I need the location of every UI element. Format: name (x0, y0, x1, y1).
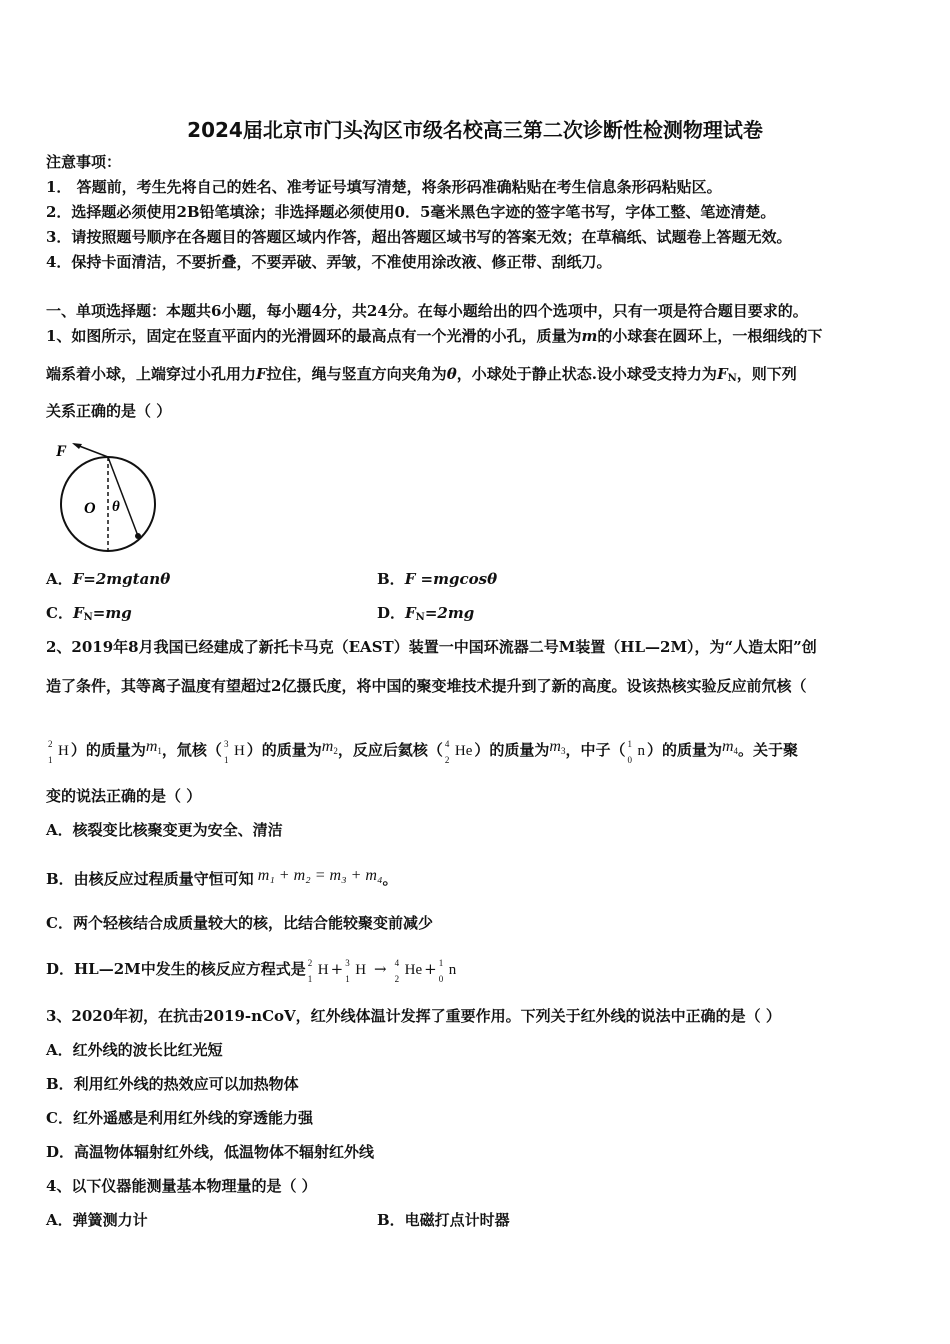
q4-stem: 4、以下仪器能测量基本物理量的是（ ） (46, 1177, 317, 1195)
force-label: F (56, 443, 67, 460)
q1-option-a[interactable]: A．F=2mgtanθ (46, 570, 171, 588)
q2-line-4: 变的说法正确的是（ ） (46, 787, 202, 805)
q2-line-2: 造了条件，其等离子温度有望超过2亿摄氏度，将中国的聚变堆技术提升到了新的高度。设该热核实验反应前氘核（ (46, 677, 807, 695)
deuteron-symbol: 2 1 H (48, 739, 69, 765)
q2-line-1: 2、2019年8月我国已经建成了新托卡马克（EAST）装置一中国环流器二号M装置（HL—2M），为“人造太阳”创 (46, 638, 817, 656)
q1-line-2: 端系着小球，上端穿过小孔用力F拉住，绳与竖直方向夹角为θ，小球处于静止状态.设小球受支持力为$F_N$，则下列 (46, 365, 797, 384)
q2-option-b[interactable]: B．由核反应过程质量守恒可知 m₁ + m₂ = m₃ + m₄。 (46, 867, 398, 888)
page-title: 2024届北京市门头沟区市级名校高三第二次诊断性检测物理试卷 (187, 118, 763, 142)
q1-option-c[interactable]: C．$F_N=mg$ (46, 604, 132, 623)
q3-option-a[interactable]: A．红外线的波长比红光短 (46, 1041, 223, 1059)
notice-item-2: 2．选择题必须使用2B铅笔填涂；非选择题必须使用0．5毫米黑色字迹的签字笔书写，字体工整、笔迹清楚。 (46, 203, 776, 221)
q4-option-b[interactable]: B．电磁打点计时器 (377, 1211, 510, 1229)
q3-option-b[interactable]: B．利用红外线的热效应可以加热物体 (46, 1075, 299, 1093)
triton-symbol: 3 1 H (223, 739, 245, 765)
notice-heading: 注意事项： (46, 153, 122, 171)
ring-figure (52, 438, 162, 556)
q2-line-3: 2 1 H ）的质量为m1，氚核（ 3 1 H ）的质量为m2，反应后氦核（ 4 2 He ）的质量为m3，中子（ 1 0 n ）的质量为m4。关于聚 (48, 738, 799, 765)
neutron-symbol: 1 0 n (627, 739, 645, 765)
notice-item-3: 3．请按照题号顺序在各题目的答题区域内作答，超出答题区域书写的答案无效；在草稿纸、试题卷上答题无效。 (46, 228, 792, 246)
angle-label: θ (112, 499, 120, 515)
q4-option-a[interactable]: A．弹簧测力计 (46, 1211, 148, 1229)
helium-symbol: 4 2 He (444, 739, 473, 765)
q2-option-d[interactable]: D．HL—2M中发生的核反应方程式是 2 1 H + 3 1 H → 4 2 He + 1 0 n (46, 958, 457, 984)
q3-option-c[interactable]: C．红外遥感是利用红外线的穿透能力强 (46, 1109, 313, 1127)
q1-option-d[interactable]: D．$F_N=2mg$ (377, 604, 475, 623)
q2-option-c[interactable]: C．两个轻核结合成质量较大的核，比结合能较聚变前减少 (46, 914, 433, 932)
q1-line-3: 关系正确的是（ ） (46, 402, 172, 420)
notice-item-4: 4．保持卡面清洁，不要折叠，不要弄破、弄皱，不准使用涂改液、修正带、刮纸刀。 (46, 253, 612, 271)
center-label: O (84, 500, 96, 517)
section-heading: 一、单项选择题：本题共6小题，每小题4分，共24分。在每小题给出的四个选项中，只有一项是符合题目要求的。 (46, 302, 808, 320)
q3-stem: 3、2020年初，在抗击2019-nCoV，红外线体温计发挥了重要作用。下列关于红外线的说法中正确的是（ ） (46, 1007, 781, 1025)
rope-line (108, 457, 138, 536)
ball-dot (135, 533, 141, 539)
q2-option-a[interactable]: A．核裂变比核聚变更为安全、清洁 (46, 821, 283, 839)
notice-item-1: 1． 答题前，考生先将自己的姓名、准考证号填写清楚，将条形码准确粘贴在考生信息条形码粘贴区。 (46, 178, 722, 196)
force-arrowhead (72, 443, 82, 449)
q1-line-1: 1、如图所示，固定在竖直平面内的光滑圆环的最高点有一个光滑的小孔，质量为m的小球套在圆环上，一根细线的下 (46, 327, 823, 345)
q3-option-d[interactable]: D．高温物体辐射红外线，低温物体不辐射红外线 (46, 1143, 375, 1161)
q1-option-b[interactable]: B．F =mgcosθ (377, 570, 498, 588)
